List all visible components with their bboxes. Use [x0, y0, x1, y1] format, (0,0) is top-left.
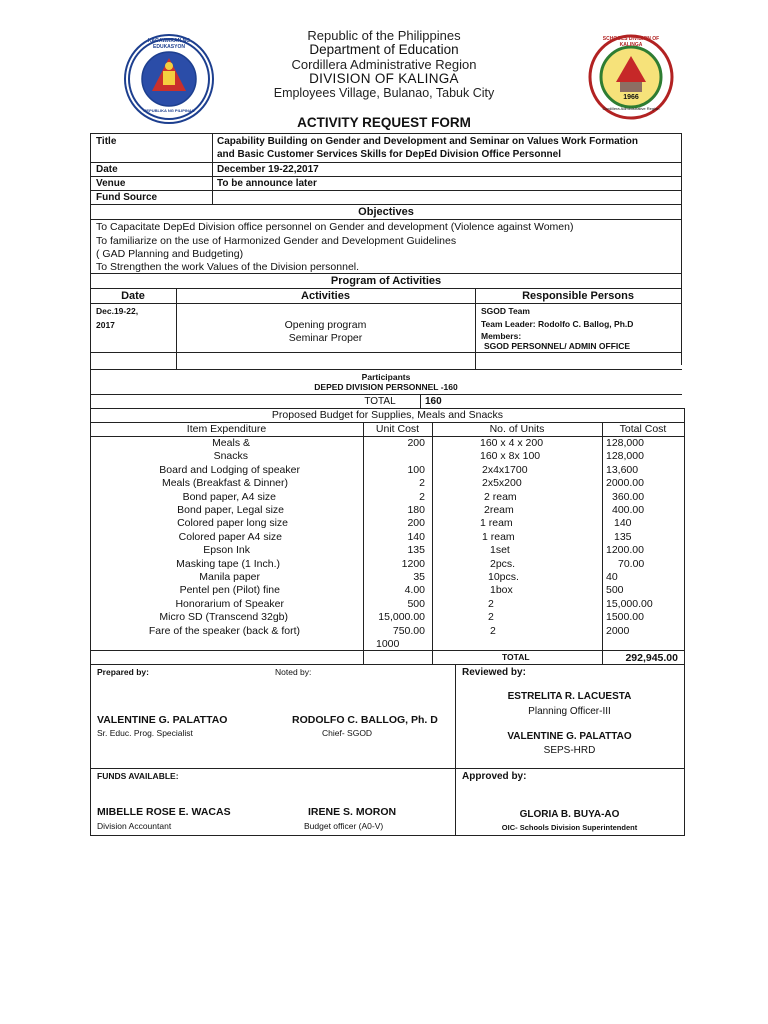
budget-col-total: Total Cost [619, 423, 667, 435]
budget-units: 1 ream [482, 530, 515, 543]
approver-name: GLORIA B. BUYA-AO [519, 809, 620, 820]
approver-title: OIC- Schools Division Superintendent [501, 823, 638, 832]
noted-label: Noted by: [275, 667, 312, 677]
budget-item: Board and Lodging of speaker [159, 463, 300, 476]
header-division: DIVISION OF KALINGA [309, 71, 459, 86]
kalinga-seal-bottom-text: Cordillera Administrative Region [602, 106, 660, 111]
budget-total-cost: 135 [614, 530, 632, 543]
budget-unit-cost: 200 [407, 437, 425, 449]
budget-units: 160 x 8x 100 [480, 450, 541, 463]
objective-line: To familiarize on the use of Harmonized Gender and Development Guidelines [96, 235, 457, 247]
noted-name: RODOLFO C. BALLOG, Ph. D [292, 714, 438, 726]
title-value-line2: and Basic Customer Services Skills for DepEd Division Office Personnel [217, 149, 562, 160]
budget-unit-cost: 180 [407, 504, 425, 516]
budget-col-units: No. of Units [489, 423, 545, 435]
approved-label: Approved by: [462, 771, 527, 782]
program-resp-line: Members: [481, 331, 522, 341]
budget-units: 2 ream [484, 490, 517, 503]
program-resp-line: Team Leader: Rodolfo C. Ballog, Ph.D [481, 319, 634, 329]
budget-unit-cost: 2 [419, 477, 425, 490]
objective-line: To Strengthen the work Values of the Division personnel. [96, 261, 360, 273]
funds2-name: IRENE S. MORON [308, 806, 397, 818]
budget-unit-cost: 100 [407, 463, 425, 476]
budget-units: 1set [490, 544, 510, 557]
budget-total-cost: 2000.00 [606, 477, 644, 490]
budget-unit-cost: 1200 [401, 557, 425, 570]
noted-title: Chief- SGOD [322, 728, 373, 738]
budget-item: Bond paper, A4 size [182, 490, 276, 503]
funds1-title: Division Accountant [97, 821, 172, 831]
venue-label: Venue [96, 178, 126, 189]
reviewed-label: Reviewed by: [462, 667, 526, 678]
budget-item: Masking tape (1 Inch.) [176, 557, 280, 570]
program-activity: Seminar Proper [288, 332, 363, 344]
header-republic: Republic of the Philippines [307, 28, 461, 43]
budget-heading: Proposed Budget for Supplies, Meals and Snacks [271, 409, 504, 421]
header-address: Employees Village, Bulanao, Tabuk City [273, 86, 495, 100]
budget-total-cost: 500 [606, 584, 624, 597]
program-resp-line: SGOD Team [481, 306, 530, 316]
deped-seal-text: KAGAWARAN NG EDUKASYON [147, 38, 191, 50]
reviewer1-title: Planning Officer-III [528, 706, 611, 717]
budget-unit-cost: 750.00 [392, 624, 425, 637]
budget-item: Micro SD (Transcend 32gb) [159, 611, 288, 624]
budget-item: Colored paper A4 size [178, 530, 282, 543]
budget-total-label: TOTAL [502, 652, 530, 662]
budget-total-cost: 360.00 [612, 490, 645, 503]
funds1-name: MIBELLE ROSE E. WACAS [97, 806, 231, 818]
program-col-date: Date [121, 290, 145, 302]
budget-total-cost: 40 [606, 571, 618, 583]
budget-unit-cost: 500 [407, 597, 425, 610]
budget-unit-cost: 35 [413, 571, 425, 583]
budget-item: Epson Ink [203, 544, 250, 557]
program-date-line1: Dec.19-22, [96, 306, 139, 316]
budget-item: Honorarium of Speaker [175, 597, 284, 610]
budget-unit-cost: 200 [407, 517, 425, 530]
prepared-title: Sr. Educ. Prog. Specialist [97, 728, 193, 738]
budget-item: Colored paper long size [177, 517, 288, 530]
budget-units: 10pcs. [488, 571, 519, 583]
budget-units: 2pcs. [490, 557, 516, 570]
program-date-line2: 2017 [96, 320, 115, 330]
reviewer1-name: ESTRELITA R. LACUESTA [507, 691, 632, 702]
date-label: Date [96, 164, 118, 175]
budget-total-cost: 128,000 [606, 450, 644, 463]
budget-units: 1box [490, 584, 513, 597]
budget-unit-cost: 15,000.00 [378, 611, 425, 624]
budget-total-cost: 2000 [606, 624, 630, 637]
reviewer2-title: SEPS-HRD [543, 745, 596, 756]
budget-units: 160 x 4 x 200 [480, 437, 544, 449]
title-value-line1: Capability Building on Gender and Development and Seminar on Values Work Formation [217, 136, 638, 147]
program-resp-line: SGOD PERSONNEL/ ADMIN OFFICE [484, 341, 631, 351]
budget-units: 1 ream [480, 517, 513, 530]
deped-seal-bottom-text: REPUBLIKA NG PILIPINAS [143, 108, 195, 113]
date-value: December 19-22,2017 [217, 164, 319, 175]
participants-total-value: 160 [425, 396, 442, 407]
budget-item: Manila paper [199, 571, 260, 583]
program-col-responsible: Responsible Persons [522, 290, 634, 302]
budget-total-value: 292,945.00 [625, 652, 678, 664]
budget-total-cost: 15,000.00 [606, 597, 653, 610]
form-title: ACTIVITY REQUEST FORM [297, 115, 471, 130]
budget-units: 2ream [484, 504, 514, 516]
budget-unit-cost: 2 [419, 490, 425, 503]
budget-col-item: Item Expenditure [186, 423, 267, 435]
participants-label: Participants [361, 372, 411, 382]
prepared-label: Prepared by: [97, 667, 149, 677]
budget-item: Meals (Breakfast & Dinner) [161, 477, 288, 490]
program-heading: Program of Activities [330, 275, 442, 287]
budget-item: Pentel pen (Pilot) fine [179, 584, 280, 597]
program-col-activities: Activities [301, 290, 350, 302]
budget-units: 2x4x1700 [482, 463, 528, 476]
budget-extra-unit: 1000 [376, 638, 400, 650]
header-region: Cordillera Administrative Region [291, 57, 477, 72]
budget-total-cost: 128,000 [606, 437, 644, 449]
budget-item: Meals & [212, 437, 250, 449]
fund-source-label: Fund Source [96, 192, 158, 203]
title-label: Title [96, 136, 117, 147]
objectives-heading: Objectives [358, 206, 414, 218]
budget-item: Bond paper, Legal size [177, 504, 284, 516]
budget-item: Snacks [213, 450, 248, 463]
budget-units: 2 [490, 624, 496, 637]
budget-total-cost: 1500.00 [606, 611, 644, 624]
budget-total-cost: 400.00 [612, 504, 645, 516]
prepared-name: VALENTINE G. PALATTAO [97, 714, 228, 726]
budget-item: Fare of the speaker (back & fort) [148, 624, 300, 637]
budget-units: 2 [488, 597, 494, 610]
reviewer2-name: VALENTINE G. PALATTAO [507, 731, 632, 742]
budget-total-cost: 70.00 [618, 557, 645, 570]
kalinga-seal-year: 1966 [623, 94, 639, 101]
budget-col-unit-cost: Unit Cost [375, 423, 420, 435]
program-activity: Opening program [284, 319, 367, 331]
budget-total-cost: 1200.00 [606, 544, 644, 557]
budget-unit-cost: 140 [407, 530, 425, 543]
budget-total-cost: 140 [614, 517, 632, 530]
participants-value: DEPED DIVISION PERSONNEL -160 [314, 382, 458, 392]
budget-unit-cost: 4.00 [404, 584, 425, 597]
funds2-title: Budget officer (A0-V) [304, 821, 384, 831]
header-department: Department of Education [309, 42, 459, 57]
kalinga-seal-text: SCHOOLS DIVISION OF KALINGA [602, 36, 660, 48]
budget-unit-cost: 135 [407, 544, 425, 557]
participants-total-label: TOTAL [364, 396, 396, 407]
funds-available-label: FUNDS AVAILABLE: [97, 771, 179, 781]
budget-total-cost: 13,600 [606, 463, 639, 476]
objective-line: ( GAD Planning and Budgeting) [96, 248, 244, 260]
venue-value: To be announce later [217, 178, 317, 189]
budget-units: 2x5x200 [482, 477, 522, 490]
objective-line: To Capacitate DepEd Division office personnel on Gender and development (Violence against Women) [96, 221, 574, 233]
budget-units: 2 [488, 611, 494, 624]
